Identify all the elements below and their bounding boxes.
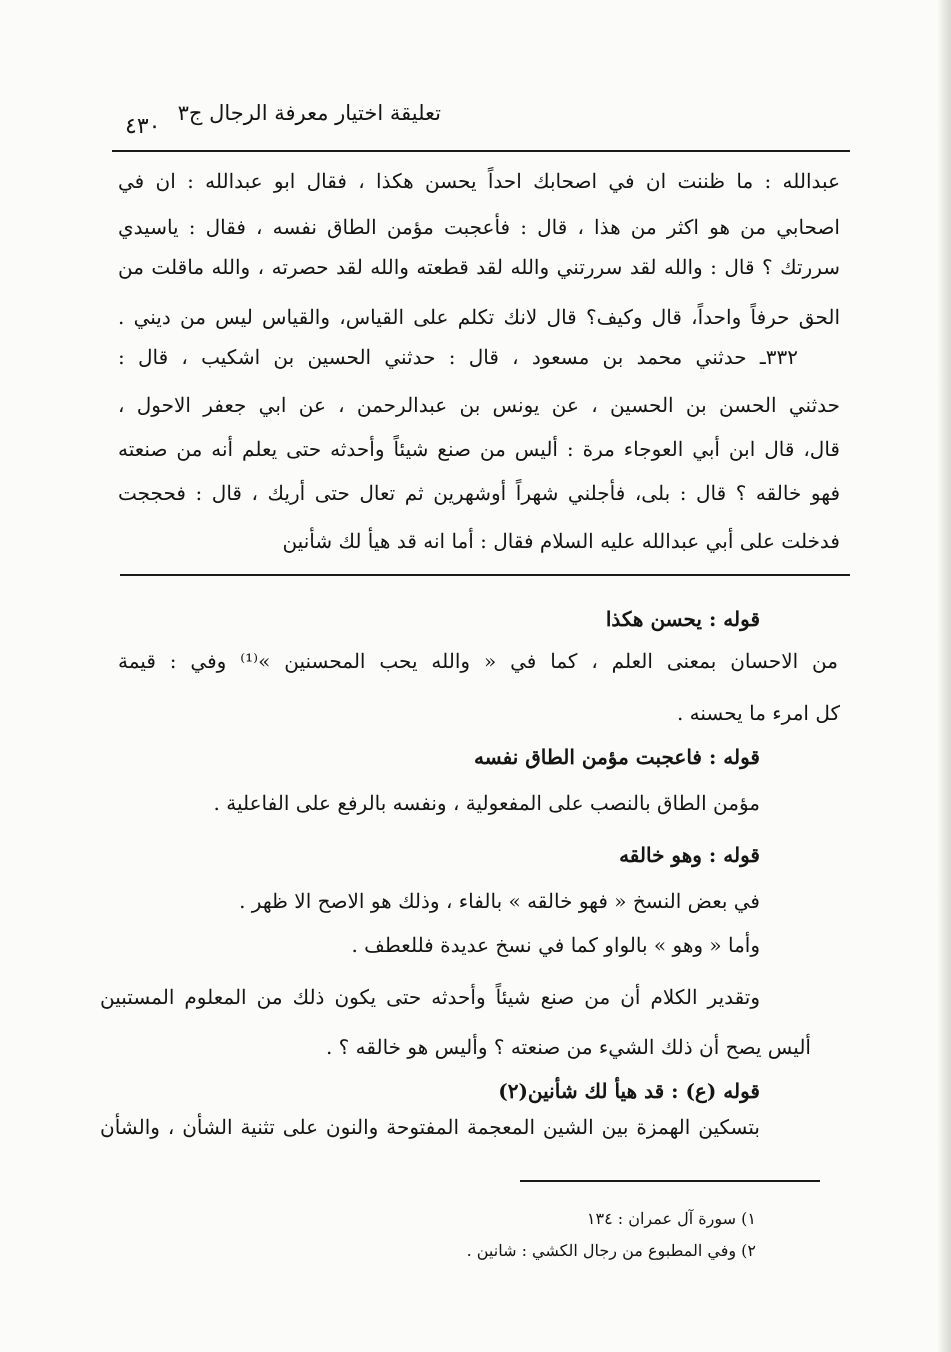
text-line: ٣٣٢ـ حدثني محمد بن مسعود ، قال : حدثني الحسين بن اشكيب ، قال : — [118, 345, 798, 369]
text-line: حدثني الحسن بن الحسين ، عن يونس بن عبدالرحمن ، عن ابي جعفر الاحول ، — [118, 393, 840, 417]
footnote-rule — [520, 1180, 820, 1182]
text-line: سررتك ؟ قال : والله لقد سررتني والله لقد قطعته والله لقد حصرته ، والله ماقلت من — [118, 255, 840, 279]
commentary-heading: قوله : يحسن هكذا — [605, 607, 760, 631]
commentary-line: وأما « وهو » بالواو كما في نسخ عديدة فللعطف . — [351, 933, 760, 957]
text-line: فدخلت على أبي عبدالله عليه السلام فقال : أما انه قد هيأ لك شأنين — [282, 529, 840, 553]
commentary-line: بتسكين الهمزة بين الشين المعجمة المفتوحة والنون على تثنية الشأن ، والشأن — [100, 1115, 760, 1139]
text-line: قال، قال ابن أبي العوجاء مرة : أليس من صنع شيئاً وأحدثه حتى يعلم أنه من صنعته — [118, 437, 840, 461]
page-number: ٤٣٠ — [125, 114, 161, 139]
commentary-line: أليس يصح أن ذلك الشيء من صنعته ؟ وأليس هو خالقه ؟ . — [325, 1035, 811, 1059]
text-line: عبدالله : ما ظننت ان في اصحابك احداً يحسن هكذا ، فقال ابو عبدالله : ان في — [118, 169, 840, 193]
commentary-heading: قوله : وهو خالقه — [619, 843, 760, 867]
commentary-heading: قوله : فاعجبت مؤمن الطاق نفسه — [474, 745, 760, 769]
header-rule — [112, 150, 850, 152]
running-title: تعليقة اختيار معرفة الرجال ج٣ — [177, 101, 441, 125]
text-line: الحق حرفاً واحداً، قال وكيف؟ قال لانك تكلم على القياس، والقياس ليس من ديني . — [118, 305, 840, 329]
commentary-line: مؤمن الطاق بالنصب على المفعولية ، ونفسه بالرفع على الفاعلية . — [213, 791, 760, 815]
commentary-line: وتقدير الكلام أن من صنع شيئاً وأحدثه حتى يكون ذلك من المعلوم المستبين — [100, 985, 760, 1009]
commentary-heading: قوله (ع) : قد هيأ لك شأنين(٢) — [498, 1079, 760, 1103]
commentary-line: في بعض النسخ « فهو خالقه » بالفاء ، وذلك هو الاصح الا ظهر . — [239, 889, 760, 913]
footnote: ٢) وفي المطبوع من رجال الكشي : شانين . — [466, 1241, 756, 1260]
footnote: ١) سورة آل عمران : ١٣٤ — [586, 1209, 756, 1228]
commentary-line: من الاحسان بمعنى العلم ، كما في « والله يحب المحسنين »⁽¹⁾ وفي : قيمة — [118, 649, 838, 673]
text-line: اصحابي من هو اكثر من هذا ، قال : فأعجبت مؤمن الطاق نفسه ، فقال : ياسيدي — [118, 215, 840, 239]
text-line: فهو خالقه ؟ قال : بلى، فأجلني شهراً أوشهرين ثم تعال حتى أريك ، قال : فحججت — [118, 481, 840, 505]
commentary-line: كل امرء ما يحسنه . — [676, 701, 840, 725]
scan-edge-shadow — [937, 0, 951, 1352]
section-rule — [120, 574, 850, 576]
